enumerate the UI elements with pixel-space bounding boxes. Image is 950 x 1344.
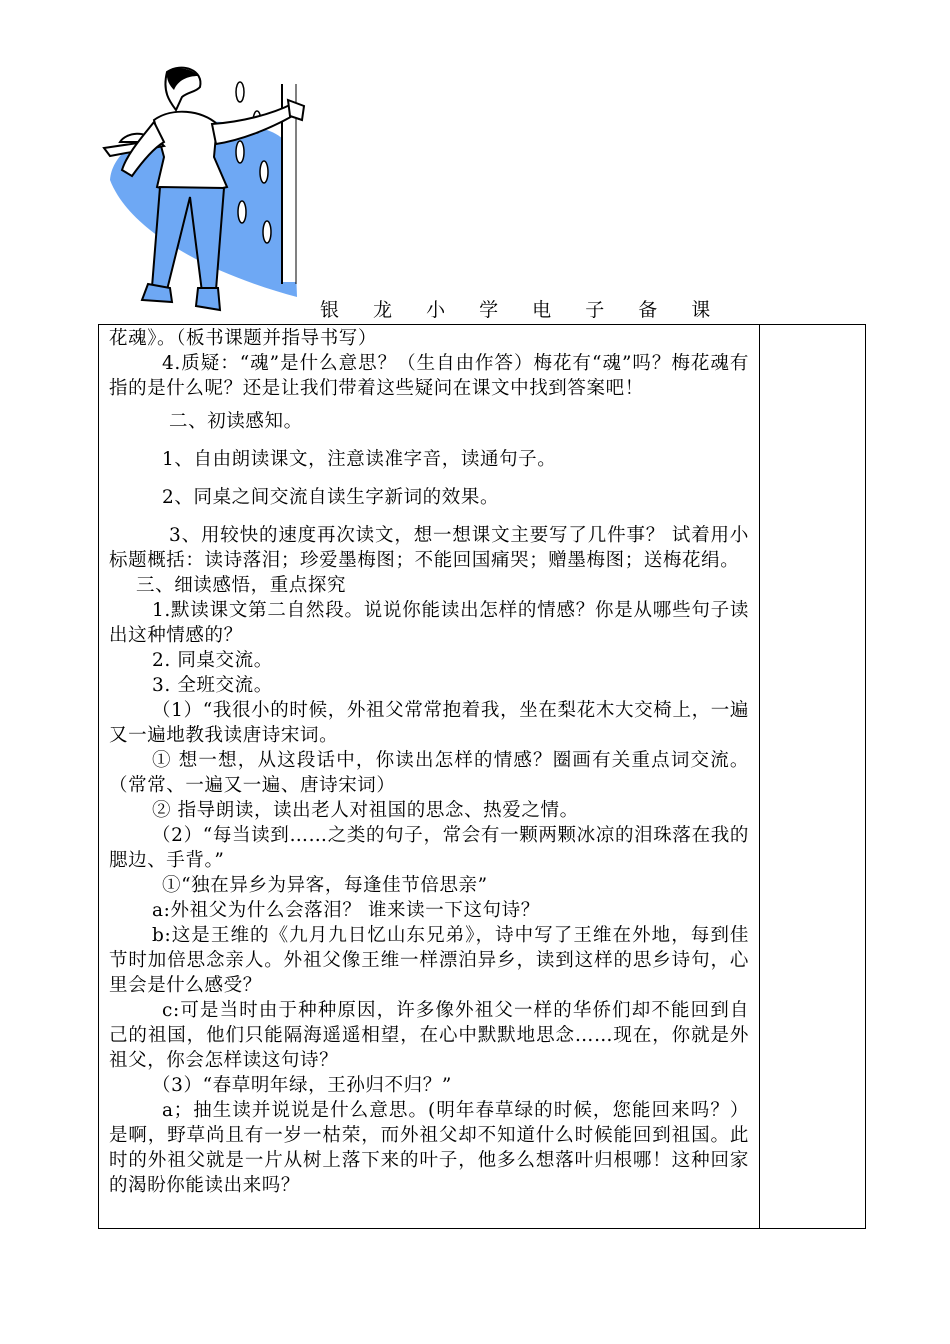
section-heading: 三、细读感悟，重点探究 — [136, 575, 347, 596]
text-line: （2）“每当读到……之类的句子，常会有一颗两颗冰凉的泪珠落在我的腮边、手背。” — [109, 825, 749, 871]
text-line: a:外祖父为什么会落泪？ 谁来读一下这句诗？ — [152, 900, 540, 921]
text-line: ① 想一想，从这段话中，你读出怎样的情感？圈画有关重点词交流。（常常、一遍又一遍、唐诗宋词） — [109, 750, 749, 796]
text-line: 2. 同桌交流。 — [152, 650, 273, 671]
text-line: 2、同桌之间交流自读生字新词的效果。 — [162, 487, 500, 508]
text-line: 1.默读课文第二自然段。说说你能读出怎样的情感？你是从哪些句子读出这种情感的？ — [109, 600, 749, 646]
text-line: 花魂》。（板书课题并指导书写） — [109, 328, 378, 349]
column-divider — [759, 325, 760, 1228]
text-line: （1）“我很小的时候，外祖父常常抱着我，坐在梨花木大交椅上，一遍又一遍地教我读唐诗宋词。 — [109, 700, 749, 746]
section-heading: 二、初读感知。 — [169, 411, 303, 432]
text-line: 3. 全班交流。 — [152, 675, 273, 696]
text-line: 3、用较快的速度再次读文，想一想课文主要写了几件事？ 试着用小标题概括：读诗落泪；珍爱墨梅图；不能回国痛哭；赠墨梅图；送梅花绢。 — [109, 525, 749, 571]
lesson-plan-table — [98, 324, 866, 1229]
page-header-title: 银 龙 小 学 电 子 备 课 — [320, 299, 725, 321]
text-line: b:这是王维的《九月九日忆山东兄弟》，诗中写了王维在外地，每到佳节时加倍思念亲人。外祖父像王维一样漂泊异乡，读到这样的思乡诗句，心里会是什么感受？ — [109, 925, 749, 996]
text-line: ①“独在异乡为异客，每逢佳节倍思亲” — [162, 875, 488, 896]
text-line: 4.质疑：“魂”是什么意思？（生自由作答）梅花有“魂”吗？梅花魂有指的是什么呢？还是让我们带着这些疑问在课文中找到答案吧！ — [109, 353, 749, 399]
text-line: c:可是当时由于种种原因，许多像外祖父一样的华侨们却不能回到自己的祖国，他们只能隔海遥遥相望，在心中默默地思念……现在，你就是外祖父，你会怎样读这句诗？ — [109, 1000, 749, 1071]
text-line: （3）“春草明年绿，王孙归不归？” — [152, 1075, 452, 1096]
lesson-content-cell — [109, 326, 749, 1198]
text-line: 1、自由朗读课文，注意读准字音，读通句子。 — [162, 449, 557, 470]
text-line: a；抽生读并说说是什么意思。(明年春草绿的时候，您能回来吗？）是啊，野草尚且有一岁一枯荣，而外祖父却不知道什么时候能回到祖国。此时的外祖父就是一片从树上落下来的叶子，他多么想落叶归根哪！这种回家的渴盼你能读出来吗？ — [109, 1100, 749, 1196]
teacher-clipart — [92, 62, 332, 320]
text-line: ② 指导朗读，读出老人对祖国的思念、热爱之情。 — [152, 800, 579, 821]
